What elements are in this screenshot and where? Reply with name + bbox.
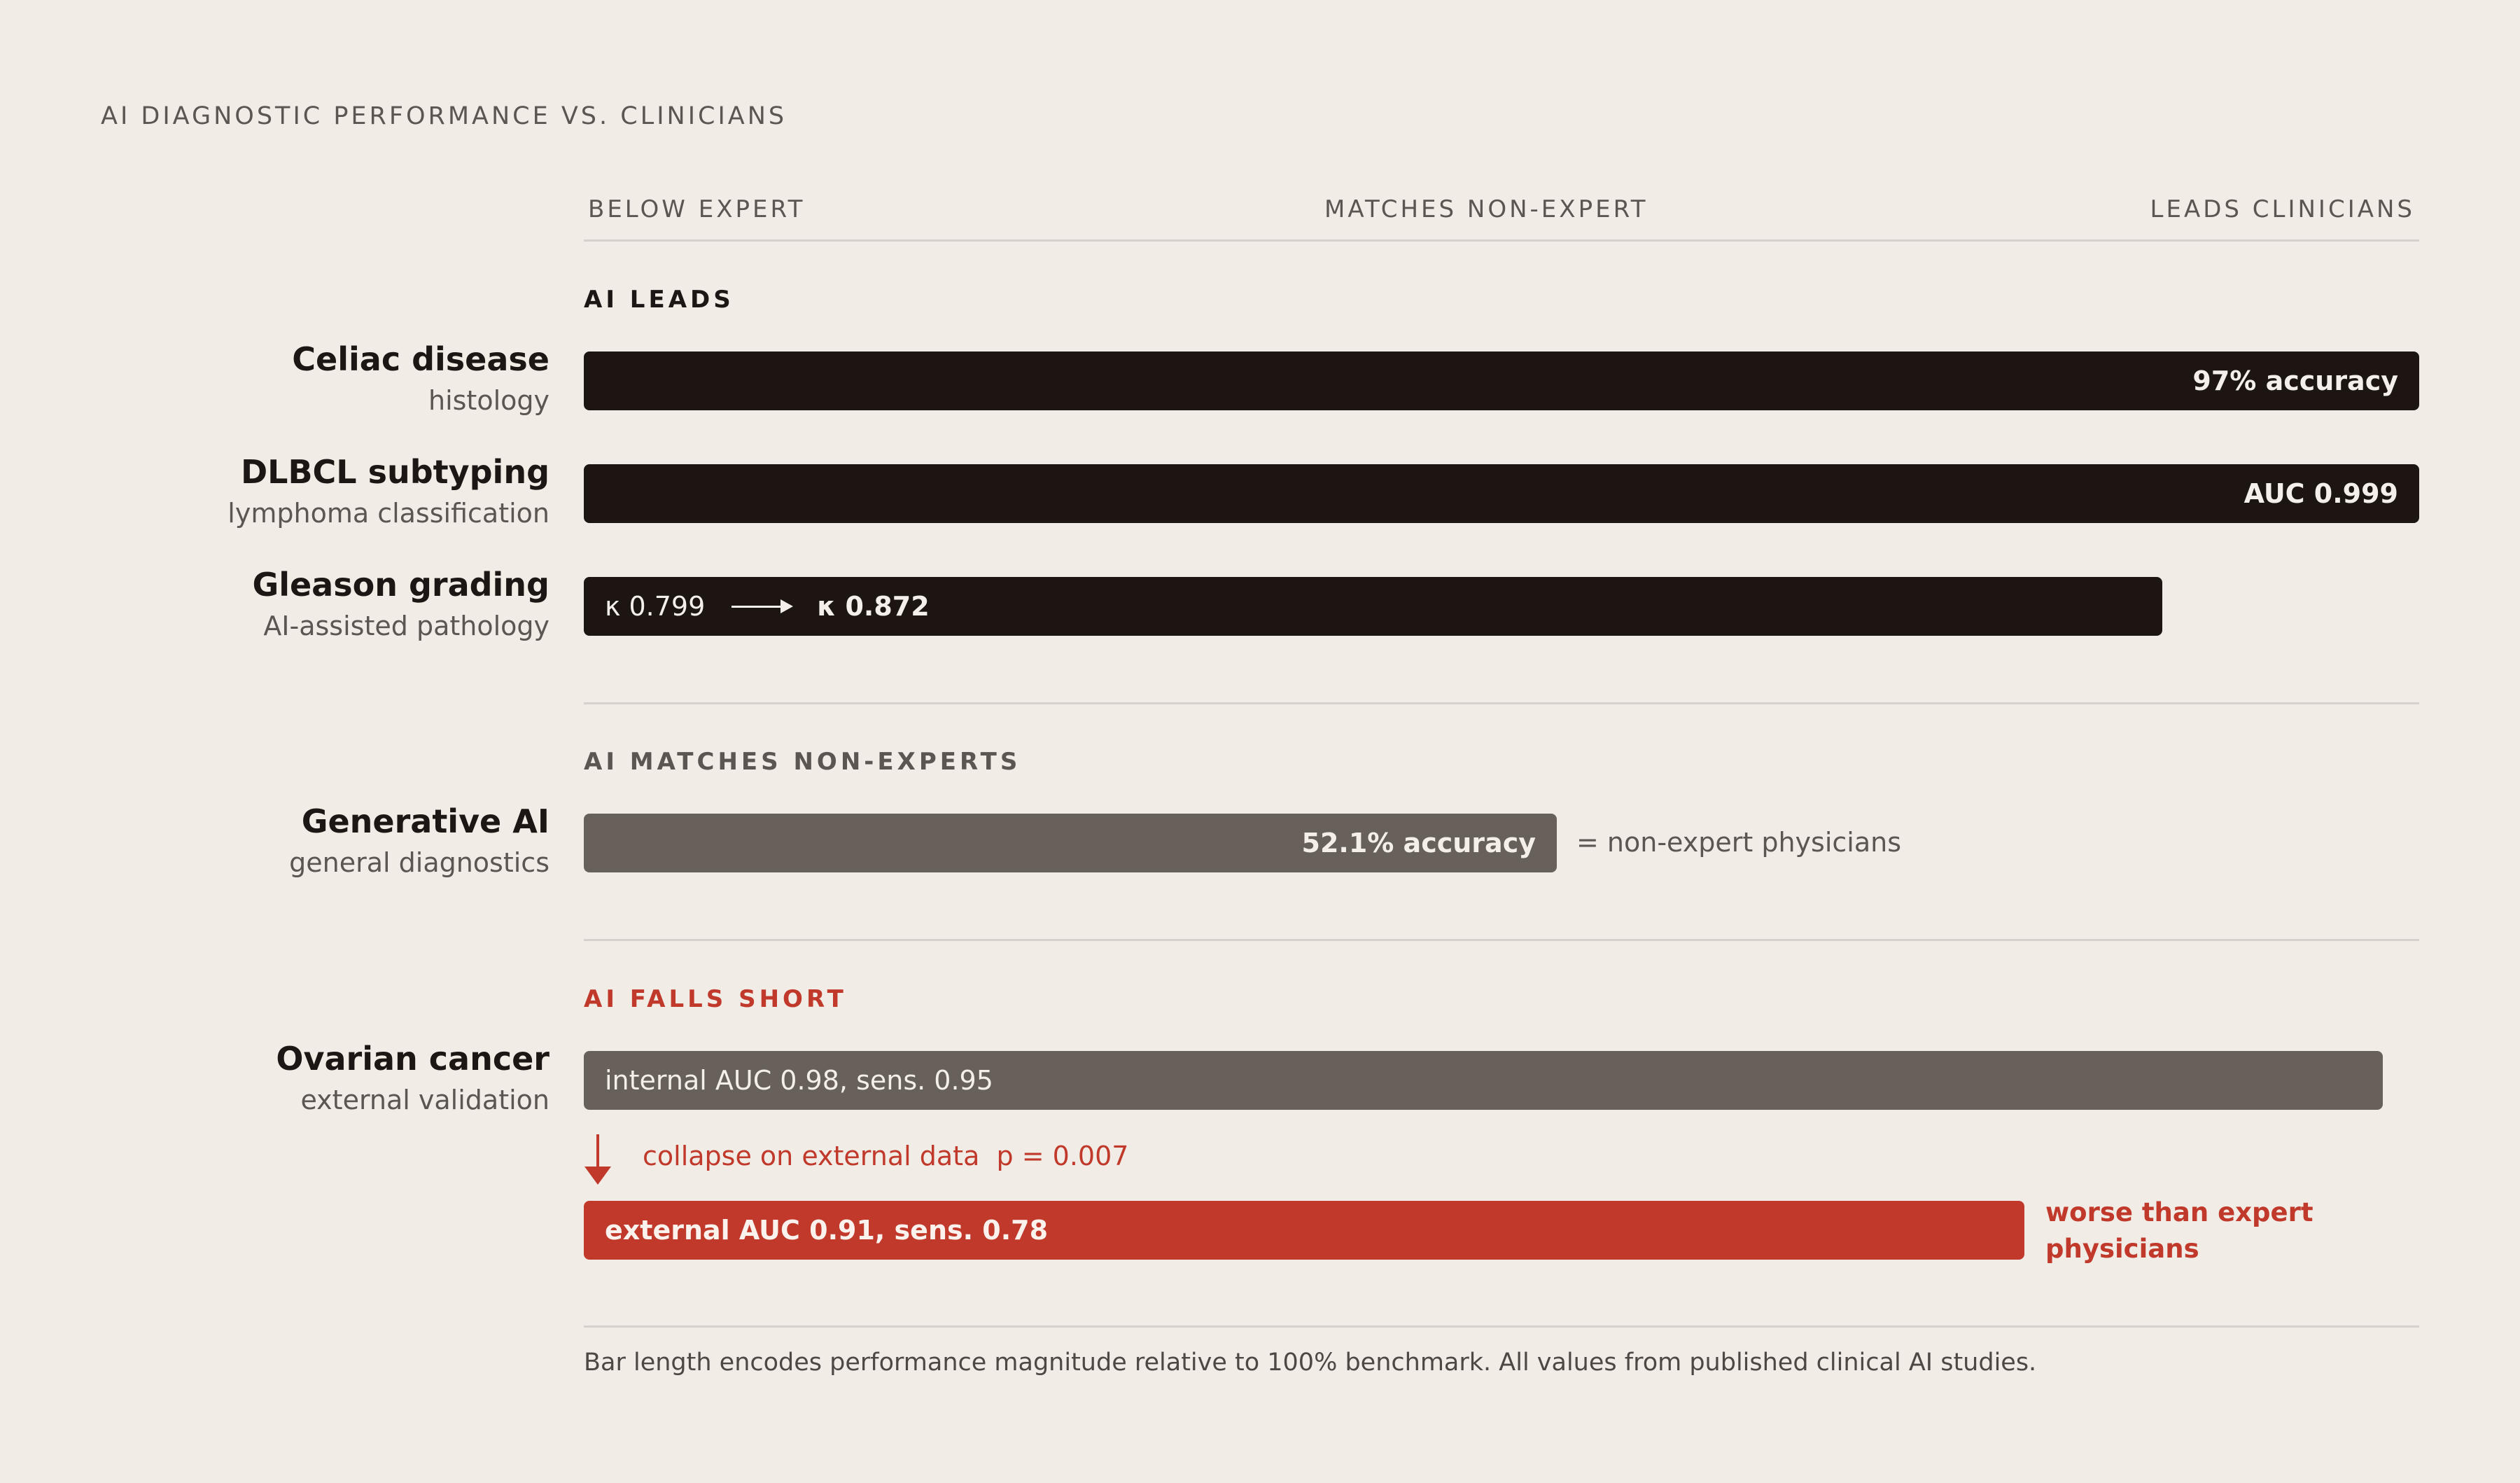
bar-label-ovarian-internal: internal AUC 0.98, sens. 0.95 (605, 1065, 993, 1096)
row-title-genai: Generative AI (301, 802, 550, 840)
section-head-ai-falls-short: AI FALLS SHORT (584, 985, 847, 1013)
bar-genai (584, 814, 1557, 872)
collapse-note: collapse on external data p = 0.007 (643, 1141, 1129, 1171)
footnote: Bar length encodes performance magnitude relative to 100% benchmark. All values from published clinical AI studies. (584, 1349, 2037, 1377)
bar-label-celiac: 97% accuracy (2192, 365, 2398, 396)
arrow-down-icon (596, 1134, 599, 1169)
footer-divider (584, 1325, 2419, 1328)
bar-dlbcl (584, 464, 2419, 523)
genai-note: = non-expert physicians (1576, 827, 1902, 858)
row-title-gleason: Gleason grading (252, 566, 550, 604)
worse-note-line-1: worse than expert (2045, 1197, 2314, 1227)
bar-label-ovarian-external: external AUC 0.91, sens. 0.78 (605, 1215, 1049, 1246)
bar-gleason (584, 577, 2162, 636)
row-title-dlbcl: DLBCL subtyping (240, 453, 550, 491)
row-title-celiac: Celiac disease (292, 340, 550, 378)
bar-label-gleason-from: κ 0.799 (605, 591, 706, 622)
scale-label-matches-non-expert: MATCHES NON-EXPERT (1324, 195, 1648, 223)
arrow-right-icon (732, 606, 790, 608)
bar-label-dlbcl: AUC 0.999 (2244, 478, 2398, 509)
row-sub-genai: general diagnostics (289, 847, 550, 878)
row-sub-gleason: AI-assisted pathology (263, 611, 550, 641)
bar-ovarian-internal (584, 1051, 2383, 1110)
bar-label-genai: 52.1% accuracy (1301, 828, 1536, 858)
section-divider (584, 702, 2419, 704)
section-head-ai-leads: AI LEADS (584, 286, 734, 314)
scale-label-below-expert: BELOW EXPERT (588, 195, 806, 223)
row-sub-ovarian: external validation (300, 1085, 550, 1115)
bar-label-gleason-to: κ 0.872 (817, 591, 930, 622)
row-sub-dlbcl: lymphoma classification (227, 498, 550, 529)
bar-celiac (584, 351, 2419, 410)
row-title-ovarian: Ovarian cancer (276, 1040, 550, 1078)
row-sub-celiac: histology (428, 385, 550, 416)
section-head-ai-matches: AI MATCHES NON-EXPERTS (584, 748, 1021, 776)
worse-note-line-2: physicians (2045, 1234, 2199, 1264)
section-divider (584, 939, 2419, 941)
page-title: AI DIAGNOSTIC PERFORMANCE VS. CLINICIANS (101, 102, 788, 130)
scale-axis-line (584, 239, 2419, 242)
scale-label-leads-clinicians: LEADS CLINICIANS (2150, 195, 2415, 223)
bar-ovarian-external (584, 1201, 2024, 1260)
worse-than-expert-note (2045, 1195, 2314, 1267)
